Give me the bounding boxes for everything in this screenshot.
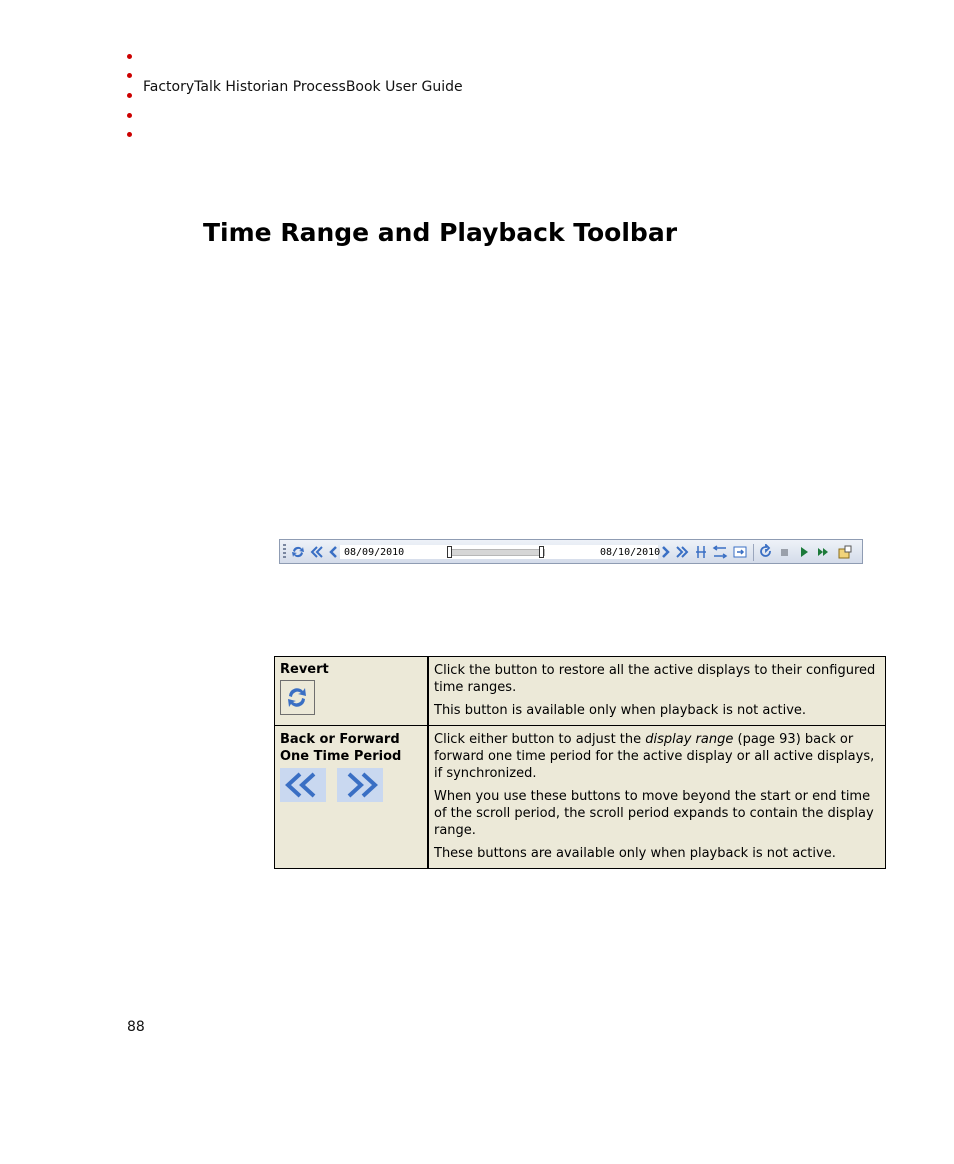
bullet	[127, 93, 132, 98]
forward-one-period-icon[interactable]	[674, 544, 690, 560]
table-cell-description	[428, 657, 886, 726]
toolbar-separator	[753, 544, 754, 561]
fast-forward-icon[interactable]	[816, 544, 830, 560]
forward-one-period-icon	[337, 768, 383, 802]
section-title: Time Range and Playback Toolbar	[203, 218, 678, 247]
time-slider-track[interactable]	[450, 549, 545, 556]
time-range-playback-toolbar	[279, 539, 863, 564]
page-number: 88	[127, 1019, 145, 1035]
refresh-icon[interactable]	[759, 544, 773, 560]
table-cell-description	[428, 726, 886, 869]
scroll-forward-icon[interactable]	[660, 544, 672, 560]
stop-icon[interactable]	[779, 544, 791, 560]
bullet	[127, 132, 132, 137]
text-run: (page 93) back or forward one time period for the active display or all active displays, if synchronized.	[434, 732, 875, 781]
button-name-revert: Revert	[280, 662, 329, 677]
slider-end-thumb[interactable]	[539, 546, 544, 558]
scroll-period-note: When you use these buttons to move beyond the start or end time of the scroll period, the scroll period expands to contain the display range.	[434, 789, 874, 838]
revert-description: Click the button to restore all the active displays to their configured time ranges.	[434, 663, 876, 695]
revert-icon[interactable]	[290, 544, 306, 560]
display-range-link[interactable]: display range	[645, 732, 734, 747]
document-header: FactoryTalk Historian ProcessBook User Guide	[143, 79, 463, 95]
bullet	[127, 54, 132, 59]
button-name-back-forward: Back or Forward One Time Period	[280, 732, 402, 764]
button-reference-table	[274, 656, 886, 869]
slider-start-thumb[interactable]	[447, 546, 452, 558]
bullet	[127, 73, 132, 78]
table-row	[275, 657, 886, 726]
text-run: Click either button to adjust the	[434, 732, 646, 747]
back-forward-button-images	[280, 768, 383, 806]
zoom-icon[interactable]	[694, 544, 708, 560]
start-date: 08/09/2010	[344, 547, 405, 558]
playback-settings-icon[interactable]	[837, 544, 853, 560]
revert-button-image	[280, 680, 315, 719]
revert-icon	[280, 680, 315, 715]
back-one-period-icon	[280, 768, 326, 802]
end-date: 08/10/2010	[600, 547, 661, 558]
back-one-period-icon[interactable]	[309, 544, 325, 560]
bullet	[127, 113, 132, 118]
revert-availability-note: This button is available only when playback is not active.	[434, 703, 807, 718]
scroll-back-icon[interactable]	[327, 544, 339, 560]
back-forward-availability-note: These buttons are available only when playback is not active.	[434, 846, 836, 861]
play-icon[interactable]	[798, 544, 810, 560]
table-cell-name	[275, 726, 429, 869]
table-cell-name	[275, 657, 429, 726]
time-range-icon[interactable]	[712, 544, 728, 560]
synchronize-icon[interactable]	[732, 544, 748, 560]
toolbar-grip-icon	[283, 544, 286, 560]
table-row	[275, 726, 886, 869]
back-forward-description	[434, 731, 880, 782]
